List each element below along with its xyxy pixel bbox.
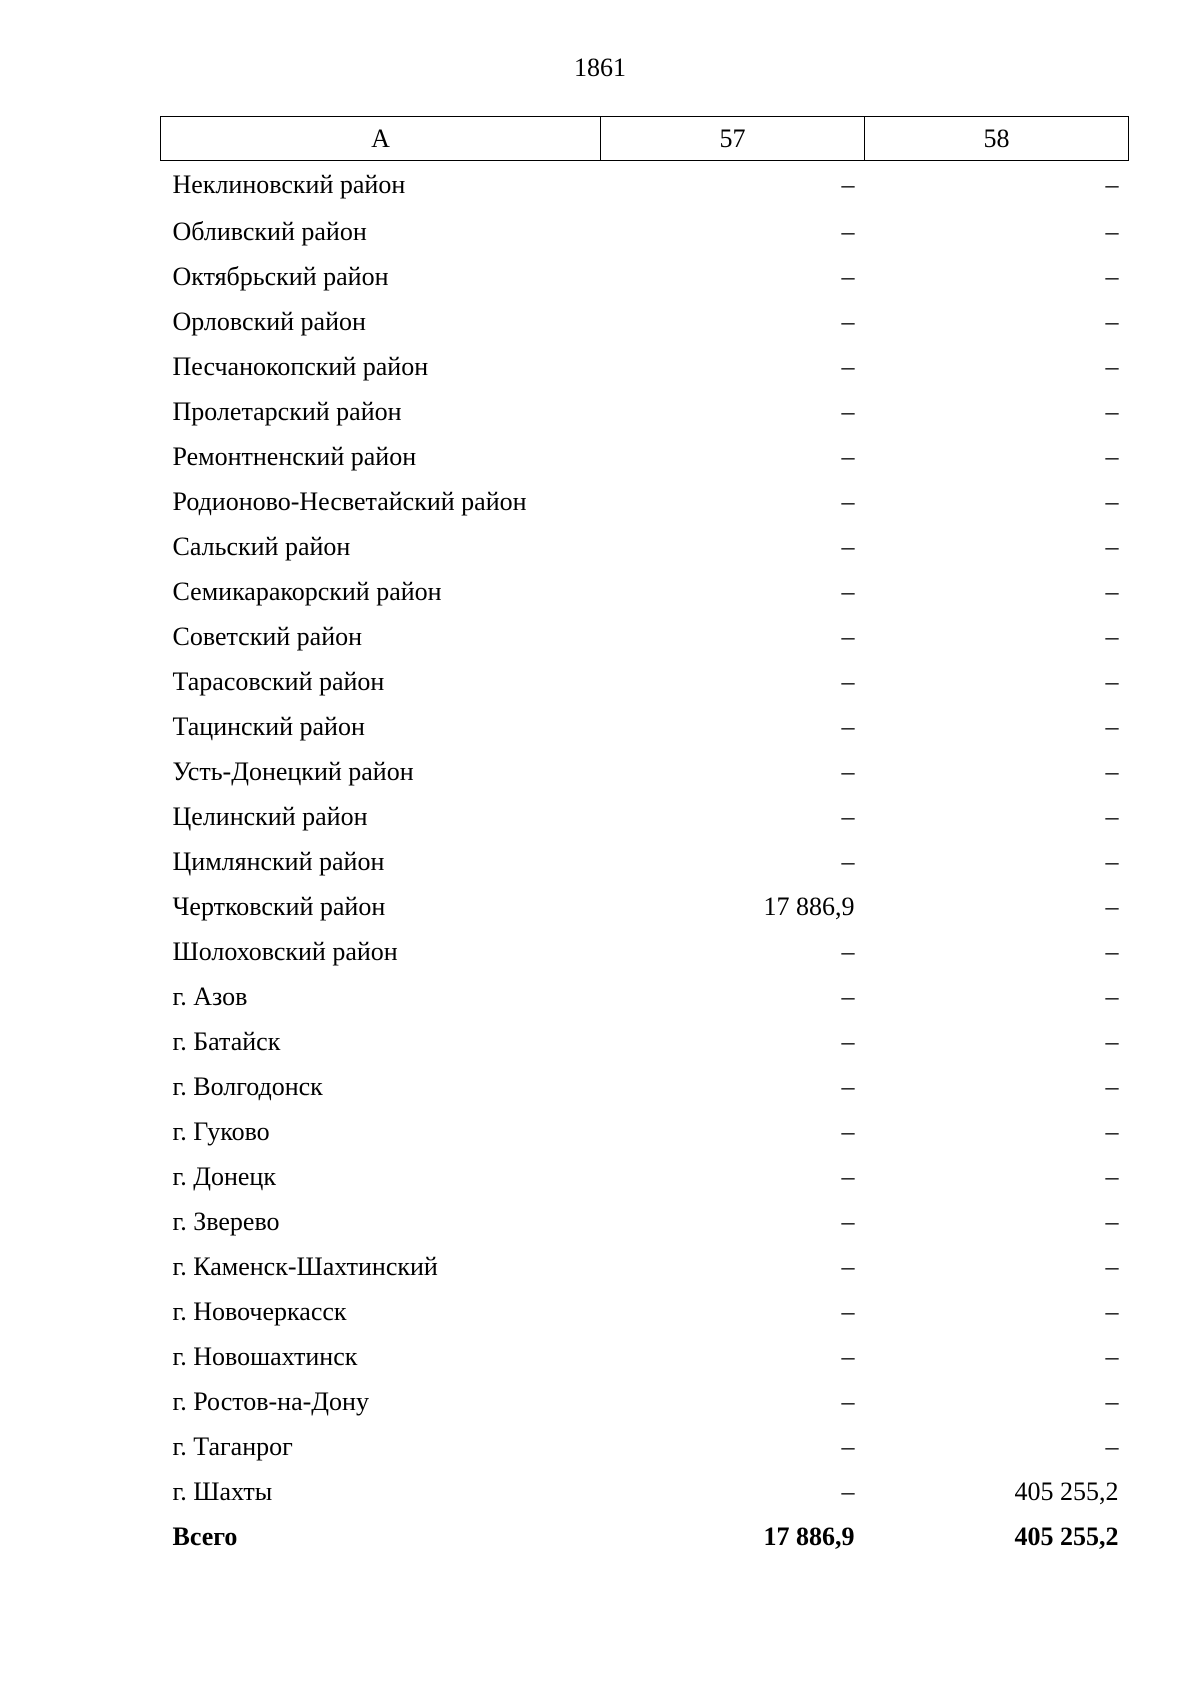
row-value-57: – xyxy=(841,1117,855,1146)
row-value-58: – xyxy=(1105,577,1119,606)
row-value-58: – xyxy=(1105,892,1119,921)
row-value-57: 17 886,9 xyxy=(763,892,855,921)
row-name: Шолоховский район xyxy=(172,937,398,966)
total-value-58: 405 255,2 xyxy=(1014,1522,1119,1551)
row-value-57: – xyxy=(841,442,855,471)
table-row xyxy=(161,749,1129,794)
row-value-58: – xyxy=(1105,442,1119,471)
row-name: Тацинский район xyxy=(172,712,365,741)
row-value-57: – xyxy=(841,262,855,291)
total-label: Всего xyxy=(172,1522,238,1551)
row-name: г. Каменск-Шахтинский xyxy=(172,1252,438,1281)
row-name: Пролетарский район xyxy=(172,397,402,426)
row-value-57: – xyxy=(841,847,855,876)
row-name: г. Новошахтинск xyxy=(172,1342,358,1371)
row-value-57: – xyxy=(841,1477,855,1506)
row-name: г. Батайск xyxy=(172,1027,281,1056)
row-value-57: – xyxy=(841,1432,855,1461)
row-value-57: – xyxy=(841,1162,855,1191)
total-row xyxy=(161,1514,1129,1559)
table-row xyxy=(161,794,1129,839)
row-value-57: – xyxy=(841,307,855,336)
row-value-58: – xyxy=(1105,532,1119,561)
table-row xyxy=(161,1064,1129,1109)
row-value-58: – xyxy=(1105,802,1119,831)
row-value-57: – xyxy=(841,937,855,966)
table-row xyxy=(161,434,1129,479)
row-name: Цимлянский район xyxy=(172,847,385,876)
row-value-57: – xyxy=(841,622,855,651)
table-row xyxy=(161,524,1129,569)
table-row xyxy=(161,974,1129,1019)
row-value-58: – xyxy=(1105,1252,1119,1281)
table-row xyxy=(161,1289,1129,1334)
row-value-57: – xyxy=(841,802,855,831)
row-value-58: 405 255,2 xyxy=(1014,1477,1119,1506)
row-value-57: – xyxy=(841,982,855,1011)
table-row xyxy=(161,1199,1129,1244)
row-value-58: – xyxy=(1105,1432,1119,1461)
table-row xyxy=(161,569,1129,614)
table-row xyxy=(161,344,1129,389)
row-value-57: – xyxy=(841,1342,855,1371)
row-name: Родионово-Несветайский район xyxy=(172,487,527,516)
row-value-58: – xyxy=(1105,937,1119,966)
row-value-58: – xyxy=(1105,622,1119,651)
row-value-57: – xyxy=(841,1297,855,1326)
row-value-58: – xyxy=(1105,217,1119,246)
row-name: Орловский район xyxy=(172,307,366,336)
table-row xyxy=(161,1379,1129,1424)
row-value-57: – xyxy=(841,577,855,606)
row-value-58: – xyxy=(1105,1342,1119,1371)
row-value-57: – xyxy=(841,1027,855,1056)
row-name: Песчанокопский район xyxy=(172,352,429,381)
table-row xyxy=(161,1469,1129,1514)
row-name: г. Гуково xyxy=(172,1117,270,1146)
row-value-58: – xyxy=(1105,397,1119,426)
row-value-57: – xyxy=(841,712,855,741)
row-name: г. Ростов-на-Дону xyxy=(172,1387,369,1416)
row-value-58: – xyxy=(1105,667,1119,696)
table-row xyxy=(161,161,1129,210)
table-row xyxy=(161,839,1129,884)
table-body xyxy=(161,161,1129,1560)
table-row xyxy=(161,299,1129,344)
row-value-57: – xyxy=(841,1252,855,1281)
row-value-58: – xyxy=(1105,262,1119,291)
row-name: Семикаракорский район xyxy=(172,577,442,606)
row-value-58: – xyxy=(1105,982,1119,1011)
row-value-57: – xyxy=(841,1207,855,1236)
row-name: г. Донецк xyxy=(172,1162,276,1191)
row-name: Ремонтненский район xyxy=(172,442,417,471)
row-value-58: – xyxy=(1105,487,1119,516)
row-value-58: – xyxy=(1105,170,1119,199)
row-value-58: – xyxy=(1105,352,1119,381)
row-value-58: – xyxy=(1105,712,1119,741)
table-row xyxy=(161,1019,1129,1064)
table-row xyxy=(161,659,1129,704)
row-value-58: – xyxy=(1105,1072,1119,1101)
table-row xyxy=(161,884,1129,929)
row-name: г. Шахты xyxy=(172,1477,273,1506)
table-header xyxy=(161,117,1129,161)
data-table xyxy=(160,116,1129,1559)
row-name: г. Азов xyxy=(172,982,248,1011)
row-value-58: – xyxy=(1105,1387,1119,1416)
row-value-58: – xyxy=(1105,1297,1119,1326)
table-row xyxy=(161,929,1129,974)
table-row xyxy=(161,389,1129,434)
table-row xyxy=(161,704,1129,749)
row-name: Сальский район xyxy=(172,532,351,561)
row-value-58: – xyxy=(1105,1117,1119,1146)
table-row xyxy=(161,614,1129,659)
row-name: Усть-Донецкий район xyxy=(172,757,414,786)
row-value-58: – xyxy=(1105,1207,1119,1236)
row-value-58: – xyxy=(1105,1027,1119,1056)
row-name: Обливский район xyxy=(172,217,367,246)
table-row xyxy=(161,1109,1129,1154)
row-value-57: – xyxy=(841,1387,855,1416)
table-row xyxy=(161,1424,1129,1469)
table-row xyxy=(161,1334,1129,1379)
row-name: Советский район xyxy=(172,622,363,651)
row-name: Октябрьский район xyxy=(172,262,389,291)
row-value-57: – xyxy=(841,352,855,381)
row-value-58: – xyxy=(1105,757,1119,786)
row-name: г. Новочеркасск xyxy=(172,1297,347,1326)
row-value-58: – xyxy=(1105,307,1119,336)
header-col-58: 58 xyxy=(865,117,1129,161)
row-name: Неклиновский район xyxy=(172,170,406,199)
row-value-57: – xyxy=(841,667,855,696)
table-row xyxy=(161,254,1129,299)
table-row xyxy=(161,209,1129,254)
header-col-57: 57 xyxy=(601,117,865,161)
row-value-57: – xyxy=(841,487,855,516)
row-name: Целинский район xyxy=(172,802,368,831)
row-value-57: – xyxy=(841,170,855,199)
header-row xyxy=(161,117,1129,161)
table-row xyxy=(161,1244,1129,1289)
table-row xyxy=(161,479,1129,524)
row-value-57: – xyxy=(841,1072,855,1101)
row-value-58: – xyxy=(1105,1162,1119,1191)
header-col-a: А xyxy=(161,117,601,161)
row-value-58: – xyxy=(1105,847,1119,876)
row-name: г. Зверево xyxy=(172,1207,280,1236)
page-number: 1861 xyxy=(574,53,626,82)
row-name: г. Волгодонск xyxy=(172,1072,323,1101)
table-row xyxy=(161,1154,1129,1199)
total-value-57: 17 886,9 xyxy=(763,1522,855,1551)
row-value-57: – xyxy=(841,757,855,786)
row-name: Чертковский район xyxy=(172,892,386,921)
row-value-57: – xyxy=(841,397,855,426)
row-name: г. Таганрог xyxy=(172,1432,293,1461)
row-value-57: – xyxy=(841,217,855,246)
row-name: Тарасовский район xyxy=(172,667,385,696)
row-value-57: – xyxy=(841,532,855,561)
